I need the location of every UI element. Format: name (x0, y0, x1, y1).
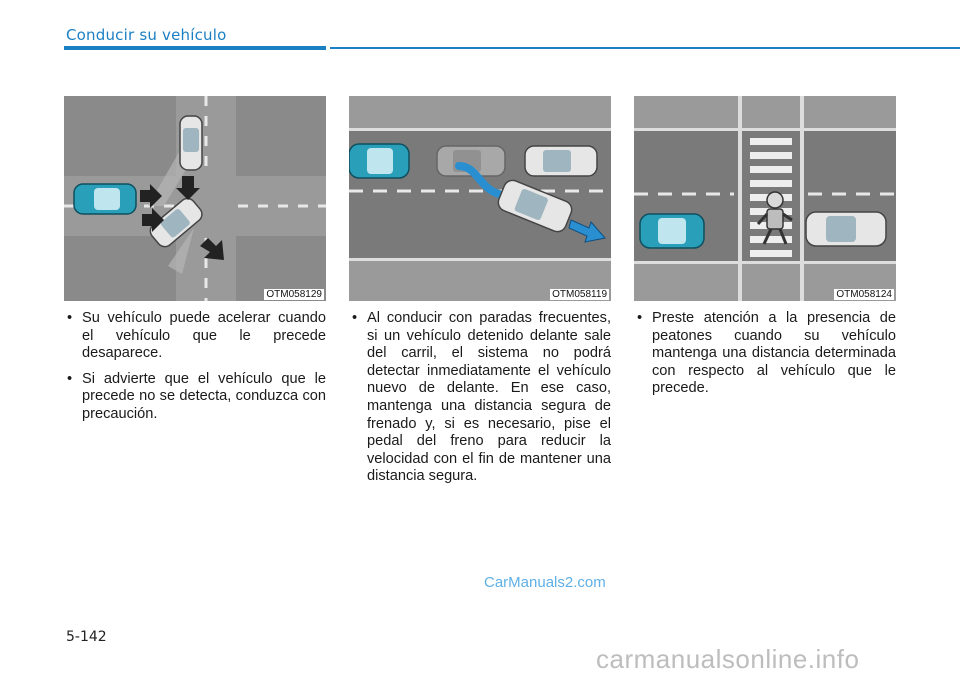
intersection-illustration (64, 96, 326, 301)
header-rule (330, 47, 960, 49)
watermark: CarManuals2.com (484, 574, 606, 591)
column-text-2 (349, 310, 611, 494)
column-text-3 (634, 310, 896, 406)
figure-intersection (64, 96, 326, 301)
header-bar (64, 46, 326, 50)
figure-lane-change (349, 96, 611, 301)
stopped-car-ahead (525, 146, 597, 176)
own-car (349, 144, 409, 178)
bullet-item: • Si advierte que el vehículo que le precede no se detecta, conduzca con precaución. (64, 371, 326, 424)
bullet-item: • Al conducir con paradas frecuentes, si un vehículo detenido delante sale del carril, el sistema no podrá detectar inmediatamente el vehículo nuevo de delante. En ese caso, mantenga una distancia segura de frenado y, si es necesario, pise el pedal del freno para reducir la velocidad con el fin de mantener una distancia segura. (349, 310, 611, 486)
bullet-item: • Su vehículo puede acelerar cuando el vehículo que le precede desaparece. (64, 310, 326, 363)
column-text-1 (64, 310, 326, 432)
figure-code: OTM058119 (552, 289, 607, 300)
preceding-car (806, 212, 886, 246)
own-car (74, 184, 136, 214)
page-number: 5-142 (66, 629, 107, 645)
section-title: Conducir su vehículo (66, 26, 227, 44)
preceding-car-straight (180, 116, 202, 170)
figure-code: OTM058129 (266, 289, 322, 300)
footer-watermark: carmanualsonline.info (596, 644, 860, 674)
figure-pedestrian (634, 96, 896, 301)
lane-change-illustration (349, 96, 611, 301)
bullet-item: • Preste atención a la presencia de peatones cuando su vehículo mantenga una distancia determinada con respecto al vehículo que le precede. (634, 310, 896, 398)
pedestrian-illustration (634, 96, 896, 301)
own-car (640, 214, 704, 248)
figure-code: OTM058124 (836, 289, 892, 300)
